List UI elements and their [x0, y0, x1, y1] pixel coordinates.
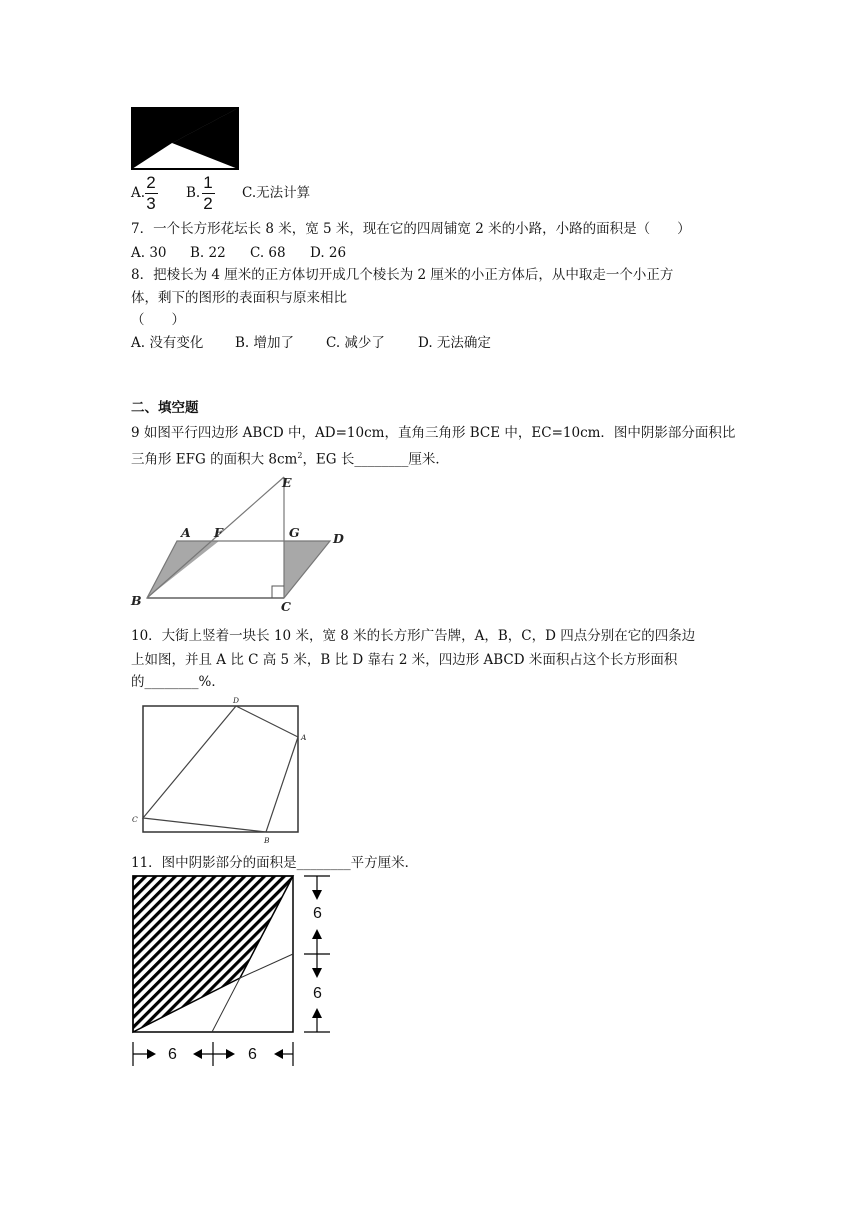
q9-stem-line1: 9 如图平行四边形 ABCD 中，AD=10cm，直角三角形 BCE 中，EC=10cm．图中阴影部分面积比	[131, 425, 736, 441]
q10-label-d: D	[233, 696, 240, 705]
q9-label-c: C	[281, 599, 291, 614]
q11-dim-bottom-right: 6	[248, 1046, 257, 1063]
q8-answer-paren: （ ）	[131, 312, 185, 328]
q11-dim-right-bottom: 6	[313, 985, 322, 1002]
q9-label-b: B	[131, 593, 142, 608]
q6-option-a-prefix: A.	[131, 185, 146, 201]
q10-label-a: A	[301, 733, 307, 742]
q8-option-a: A. 没有变化	[131, 335, 204, 351]
q8-option-b: B. 增加了	[235, 335, 295, 351]
section-heading: 二、填空题	[131, 400, 199, 416]
q6-option-b-numerator: 1	[203, 173, 213, 192]
q9-label-f: F	[214, 525, 223, 540]
q10-label-b: B	[264, 836, 270, 845]
q7-stem: 7．一个长方形花坛长 8 米，宽 5 米，现在它的四周铺宽 2 米的小路，小路的面积是（ ）	[131, 221, 691, 237]
q9-label-a: A	[181, 525, 191, 540]
q8-option-c: C. 减少了	[326, 335, 385, 351]
q7-option-d: D. 26	[310, 245, 347, 261]
q9-superscript: 2	[297, 451, 303, 460]
q7-option-a: A. 30	[131, 245, 167, 261]
q8-stem-line1: 8．把棱长为 4 厘米的正方体切开成几个棱长为 2 厘米的小正方体后，从中取走一个小正方	[131, 267, 674, 283]
q9-stem-line2-b: ，EG 长________厘米．	[302, 451, 449, 468]
q11-dim-bottom-left: 6	[168, 1046, 177, 1063]
q8-option-d: D. 无法确定	[418, 335, 491, 351]
q10-stem-line3: 的________%．	[131, 674, 225, 690]
q6-option-a-denominator: 3	[146, 194, 156, 213]
q9-label-d: D	[333, 531, 344, 546]
q9-label-g: G	[289, 525, 300, 540]
q6-option-a-numerator: 2	[146, 173, 156, 192]
q11-stem: 11．图中阴影部分的面积是________平方厘米．	[131, 855, 419, 871]
q7-option-b: B. 22	[190, 245, 226, 261]
q9-stem-line2-a: 三角形 EFG 的面积大 8cm	[131, 451, 298, 468]
q9-label-e: E	[282, 475, 292, 490]
q6-option-b-prefix: B.	[186, 185, 201, 201]
q7-option-c: C. 68	[250, 245, 286, 261]
q6-option-c: C.无法计算	[242, 185, 311, 201]
q8-stem-line2: 体，剩下的图形的表面积与原来相比	[131, 290, 347, 306]
q10-stem-line1: 10．大街上竖着一块长 10 米，宽 8 米的长方形广告牌，A，B，C，D 四点分别在它的四条边	[131, 628, 696, 644]
q6-option-b-denominator: 2	[203, 194, 213, 213]
q10-stem-line2: 上如图，并且 A 比 C 高 5 米，B 比 D 靠右 2 米，四边形 ABCD 米面积占这个长方形面积	[131, 652, 678, 668]
q10-label-c: C	[132, 815, 138, 824]
q11-dim-right-top: 6	[313, 905, 322, 922]
